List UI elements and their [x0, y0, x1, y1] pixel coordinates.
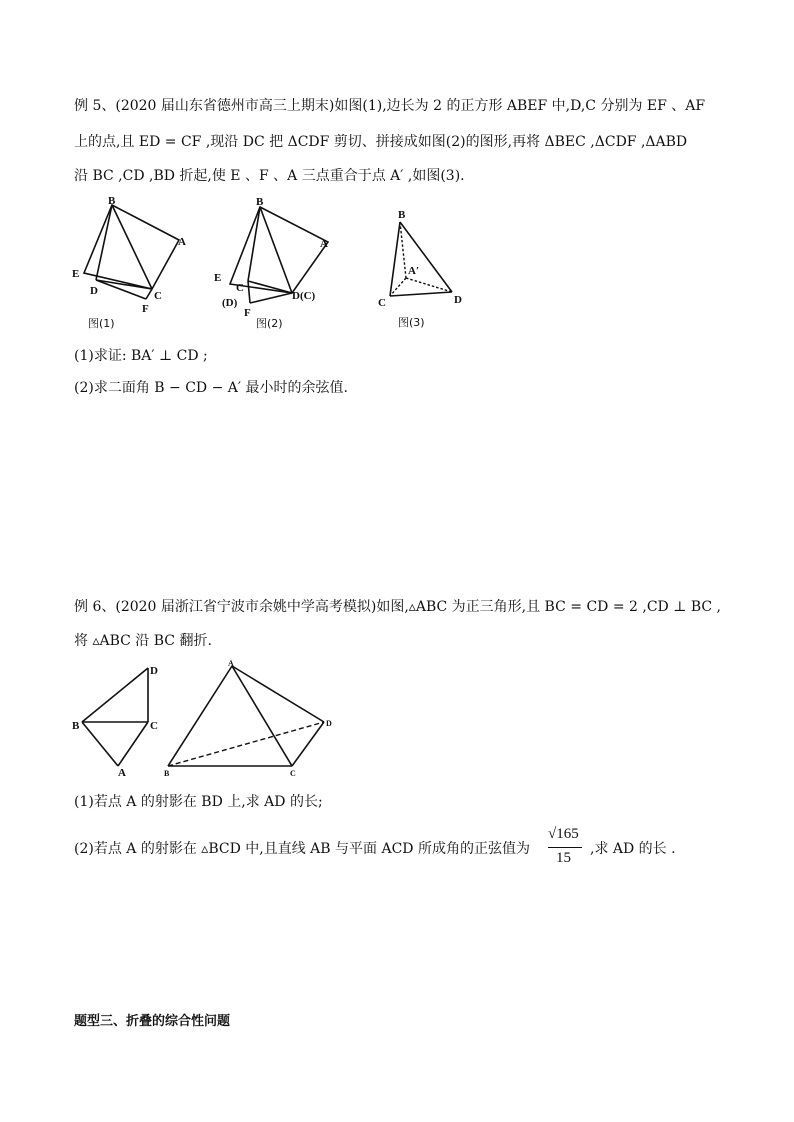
edge-bc [390, 222, 400, 296]
label-e2: E [214, 272, 222, 284]
outline-fig2 [230, 207, 328, 293]
segment-bd [96, 205, 112, 280]
edge-bd [400, 222, 452, 292]
example6-line1: 例 6、(2020 届浙江省宁波市余姚中学高考模拟)如图,▵ABC 为正三角形,且 BC = CD = 2 ,CD ⊥ BC , [74, 599, 721, 615]
label-b: B [108, 195, 116, 207]
example6-line2: 将 ▵ABC 沿 BC 翻折. [74, 633, 212, 649]
label-a: A [178, 236, 186, 248]
label-a2: A [320, 238, 328, 250]
label-c2: C [236, 282, 244, 294]
segment-bc2 [248, 207, 260, 281]
label-f: F [142, 303, 149, 315]
fraction-numerator: √165 [548, 826, 579, 842]
edge-a-prime-d [406, 278, 452, 292]
edge-cd [292, 722, 324, 766]
label-c: C [154, 290, 162, 302]
example6-question1: (1)若点 A 的射影在 BD 上,求 AD 的长; [74, 794, 323, 810]
segment-bd2 [260, 207, 292, 293]
example5-question1: (1)求证: BA′ ⊥ CD ; [74, 348, 208, 364]
segment-ba [82, 722, 118, 766]
section-heading: 题型三、折叠的综合性问题 [74, 1014, 231, 1029]
label-c3: C [378, 297, 386, 309]
fraction-denominator: 15 [556, 850, 571, 866]
edge-cd [390, 292, 452, 296]
example5-line3: 沿 BC ,CD ,BD 折起,使 E 、F 、A 三点重合于点 A′ ,如图(3). [74, 168, 465, 184]
figure-3 [370, 200, 480, 335]
example6-question2-part-b: ,求 AD 的长 . [590, 841, 676, 857]
example5-line2: 上的点,且 ED = CF ,现沿 DC 把 ΔCDF 剪切、拼接成如图(2)的图形,再将 ΔBEC ,ΔCDF ,ΔABD [74, 134, 688, 150]
caption-fig2: 图(2) [256, 317, 283, 330]
figure-6-left [66, 660, 166, 780]
segment-bc [112, 205, 152, 289]
segment-dc [96, 280, 152, 289]
figure-6-right [160, 660, 340, 780]
label-a6l: A [118, 767, 126, 779]
caption-fig3: 图(3) [398, 316, 425, 329]
label-b6r: B [164, 769, 170, 778]
label-b3: B [398, 209, 406, 221]
label-dparen: (D) [222, 297, 238, 309]
label-f2: F [244, 307, 251, 319]
label-b2: B [256, 196, 264, 208]
label-d: D [90, 285, 98, 297]
figure-1 [66, 195, 196, 335]
example5-line1: 例 5、(2020 届山东省德州市高三上期末)如图(1),边长为 2 的正方形 ABEF 中,D,C 分别为 EF 、AF [74, 98, 706, 114]
label-d6l: D [150, 665, 158, 677]
edge-ac [232, 666, 292, 766]
figure-2 [210, 195, 340, 335]
label-d3: D [454, 294, 462, 306]
example5-question2: (2)求二面角 B − CD − A′ 最小时的余弦值. [74, 380, 348, 396]
label-e: E [72, 268, 80, 280]
label-aprime: A′ [408, 265, 420, 277]
segment-cf [146, 289, 152, 299]
fraction-bar [548, 847, 582, 848]
label-c6r: C [290, 769, 296, 778]
label-dc: D(C) [292, 290, 316, 302]
caption-fig1: 图(1) [88, 317, 115, 330]
label-d6r: D [326, 719, 332, 728]
label-c6l: C [150, 720, 158, 732]
label-a6r: A [228, 659, 234, 668]
segment-ca [118, 722, 148, 766]
edge-ba-prime [400, 222, 406, 278]
example6-question2-part-a: (2)若点 A 的射影在 ▵BCD 中,且直线 AB 与平面 ACD 所成角的正弦值为 [74, 841, 530, 857]
segment-df [96, 280, 146, 299]
edge-ad [232, 666, 324, 722]
segment-fd2 [250, 293, 292, 303]
segment-cf2 [248, 281, 250, 303]
segment-bd [82, 668, 148, 722]
label-b6l: B [72, 720, 80, 732]
